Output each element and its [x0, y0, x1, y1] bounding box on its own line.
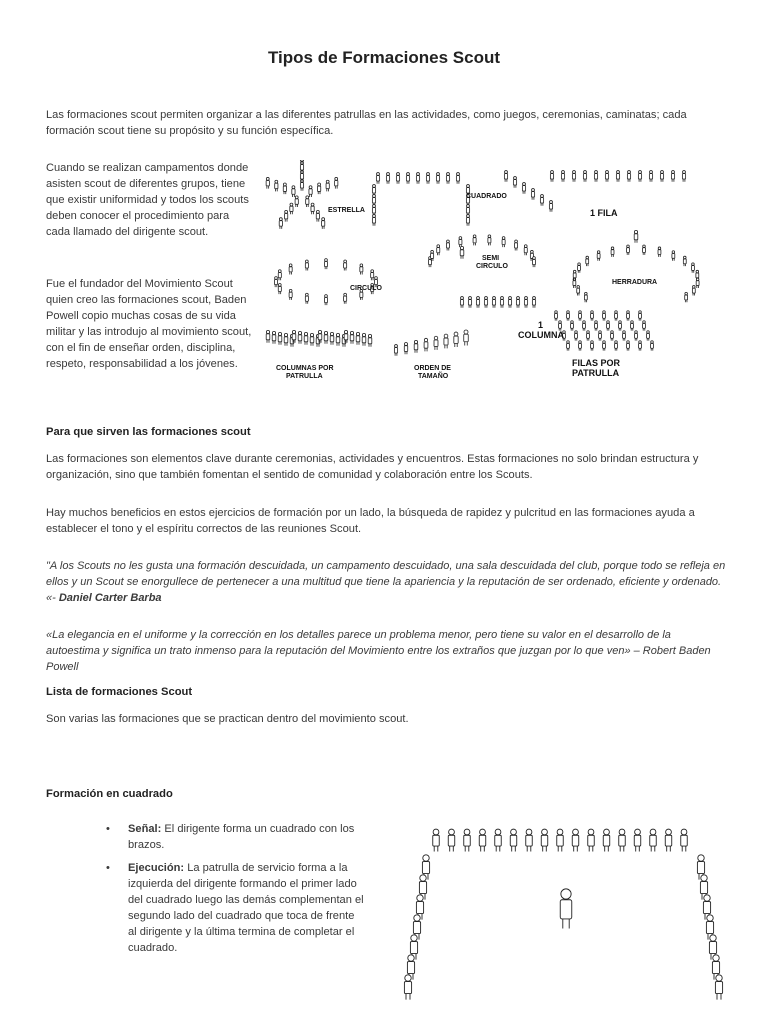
scout-figure: [572, 171, 575, 182]
left-paragraph-1: Cuando se realizan campamentos donde asisten scout de diferentes grupos, tiene que existir uniformidad y todos los scouts deben conocer el procedimiento para cada llamado del dirigente scout.: [46, 162, 249, 238]
label-cuadrado: CUADRADO: [466, 193, 507, 200]
scout-figure: [567, 311, 570, 321]
scout-figure: [504, 171, 507, 182]
scout-figure: [696, 278, 699, 288]
scout-figure: [266, 330, 270, 342]
scout-figure: [557, 829, 563, 851]
scout-figure: [464, 829, 470, 851]
scout-figure: [304, 332, 308, 344]
scout-figure: [513, 177, 516, 188]
section-heading-cuadrado: Formación en cuadrado: [46, 788, 173, 800]
intro-paragraph: Las formaciones scout permiten organizar a las diferentes patrullas en las actividades, como juegos, ceremonias, caminatas; cada formación scout tiene su propósito y su función específica.: [46, 109, 687, 137]
scout-figure: [406, 173, 409, 184]
scout-figure: [372, 215, 375, 226]
scout-figure: [515, 240, 518, 251]
quote-daniel-carter-barba: [46, 558, 726, 606]
scout-figure: [446, 240, 449, 251]
scout-figure: [295, 196, 298, 207]
scout-figure: [579, 341, 582, 351]
scout-figure: [479, 829, 485, 851]
scout-figure: [311, 203, 314, 214]
scout-figure: [368, 334, 372, 346]
scout-figure: [306, 196, 309, 207]
label-columnas-patrulla: PATRULLA: [286, 373, 323, 380]
scout-figure: [298, 331, 302, 343]
scout-figure: [350, 331, 354, 343]
scout-figure: [292, 186, 295, 197]
scout-figure: [634, 230, 638, 242]
scout-figure: [672, 251, 675, 261]
label-semi-circulo: CIRCULO: [476, 263, 508, 270]
scout-figure: [682, 171, 685, 182]
scout-figure: [643, 245, 646, 255]
scout-figure: [266, 177, 269, 188]
scout-figure: [692, 263, 695, 273]
scout-figure: [317, 183, 320, 194]
scout-figure: [575, 331, 578, 341]
scout-figure: [584, 292, 587, 302]
section-heading-lista: Lista de formaciones Scout: [46, 686, 193, 698]
scout-figure: [324, 295, 327, 306]
scout-figure: [371, 270, 374, 281]
scout-figure: [330, 332, 334, 344]
scout-figure: [275, 180, 278, 191]
scout-figure: [615, 341, 618, 351]
scout-figure: [495, 829, 501, 851]
scout-figure: [322, 218, 325, 229]
scout-figure: [510, 829, 516, 851]
scout-figure: [524, 297, 527, 308]
scout-figure: [603, 829, 609, 851]
scout-figure: [692, 286, 695, 296]
scout-figure: [436, 173, 439, 184]
scout-figure: [516, 297, 519, 308]
scout-figure: [643, 321, 646, 331]
scout-figure: [466, 215, 469, 226]
scout-figure: [561, 171, 564, 182]
bullet-dot: •: [106, 823, 110, 835]
scout-figure: [603, 341, 606, 351]
bullet-dot: •: [106, 862, 110, 874]
scout-figure: [571, 321, 574, 331]
scout-figure: [567, 341, 570, 351]
left-paragraph-2: Fue el fundador del Movimiento Scout quien creo las formaciones scout, Baden Powell copio muchas cosas de su vida militar y las introdujo al movimiento scout, con el fin de enseñar orden, disciplina, respeto, responsabilidad a los jóvenes.: [46, 278, 252, 370]
scout-figure: [454, 332, 458, 347]
bullet-ejecucion: [106, 860, 364, 956]
scout-figure: [595, 321, 598, 331]
scout-figure: [488, 235, 491, 246]
scout-figure: [459, 237, 462, 248]
scout-figure: [335, 177, 338, 188]
bullet-ejecucion-text: La patrulla de servicio forma a la izquierda del dirigente formando el primer lado del cuadrado luego las demás complementan el segundo lado del cuadrado que toca de frente al dirigente y la última termina de completar el cuadrado.: [128, 862, 364, 954]
scout-figure: [283, 183, 286, 194]
scout-figure: [344, 293, 347, 304]
scout-figure: [549, 201, 552, 212]
section1-paragraph-1: Las formaciones son elementos clave durante ceremonias, actividades y encuentros. Estas formaciones no solo brindan estructura y organización, sino que también fomentan el sentido de comunidad y colaboración entre los Scouts.: [46, 453, 699, 481]
label-circulo: CIRCULO: [350, 285, 382, 292]
scout-figure: [524, 245, 527, 256]
scout-figure: [681, 829, 687, 851]
scout-figure: [627, 171, 630, 182]
scout-figure: [278, 332, 282, 344]
scout-figure: [460, 297, 463, 308]
scout-figure: [492, 297, 495, 308]
leader-figure: [560, 889, 572, 929]
label-filas-patrulla: PATRULLA: [572, 368, 620, 378]
scout-figure: [649, 171, 652, 182]
scout-figure: [615, 311, 618, 321]
square-formation-illustration: [396, 818, 730, 1018]
scout-figure: [611, 247, 614, 257]
scout-figure: [434, 336, 438, 350]
scout-figure: [272, 331, 276, 343]
scout-figure: [577, 286, 580, 296]
scout-figure: [468, 297, 471, 308]
scout-figure: [685, 292, 688, 302]
scout-figure: [466, 205, 469, 216]
scout-figure: [424, 338, 428, 351]
scout-figure: [651, 341, 654, 351]
scout-figure: [279, 218, 282, 229]
scout-figure: [372, 185, 375, 196]
label-1-fila: 1 FILA: [590, 208, 618, 218]
scout-figure: [502, 237, 505, 248]
scout-figure: [603, 311, 606, 321]
scout-figure: [631, 321, 634, 331]
scout-figure: [396, 173, 399, 184]
scout-figure: [572, 829, 578, 851]
scout-figure: [456, 173, 459, 184]
label-semi: SEMI: [482, 255, 500, 262]
section-heading-para-que: Para que sirven las formaciones scout: [46, 426, 251, 438]
scout-figure: [508, 297, 511, 308]
scout-figure: [316, 210, 319, 221]
scout-figure: [587, 331, 590, 341]
scout-figure: [597, 251, 600, 261]
scout-figure: [324, 259, 327, 270]
scout-figure: [526, 829, 532, 851]
scout-figure: [550, 171, 553, 182]
scout-figure: [290, 203, 293, 214]
scout-figure: [619, 321, 622, 331]
quote-baden-powell: «La elegancia en el uniforme y la corrección en los detalles parece un problema menor, pero tiene su valor en el desarrollo de la autoestima y significa un trato inmenso para la reputación del Movimiento entre los extraños que juzgan por lo que ven» – Robert Baden Powell: [46, 629, 711, 673]
scout-figure: [448, 829, 454, 851]
scout-figure: [305, 293, 308, 304]
scout-figure: [336, 333, 340, 345]
scout-figure: [500, 297, 503, 308]
scout-figure: [578, 263, 581, 273]
bullet-ejecucion-label: Ejecución:: [128, 862, 185, 874]
bullet-senal-label: Señal:: [128, 823, 162, 835]
label-orden-de: ORDEN DE: [414, 365, 451, 372]
cuadrado-bullet-list: [106, 821, 364, 963]
scout-figure: [310, 333, 314, 345]
scout-figure: [404, 975, 411, 1000]
scout-figure: [623, 331, 626, 341]
scout-figure: [309, 186, 312, 197]
scout-figure: [583, 321, 586, 331]
scout-figure: [647, 331, 650, 341]
scout-figure: [658, 247, 661, 257]
section2-paragraph: Son varias las formaciones que se practican dentro del movimiento scout.: [46, 713, 409, 725]
scout-figure: [473, 235, 476, 246]
scout-figure: [416, 173, 419, 184]
scout-figure: [586, 256, 589, 266]
scout-figure: [431, 250, 434, 261]
scout-figure: [607, 321, 610, 331]
scout-figure: [356, 332, 360, 344]
scout-figure: [305, 260, 308, 271]
scout-figure: [326, 180, 329, 191]
scout-figure: [404, 342, 407, 354]
scout-figure: [579, 311, 582, 321]
scout-figure: [635, 331, 638, 341]
scout-figure: [639, 311, 642, 321]
scout-figure: [324, 331, 328, 343]
scout-figure: [285, 210, 288, 221]
scout-figure: [611, 331, 614, 341]
scout-figure: [616, 171, 619, 182]
scout-figure: [433, 829, 439, 851]
scout-figure: [464, 330, 469, 346]
scout-figure: [591, 311, 594, 321]
scout-figure: [583, 171, 586, 182]
scout-figure: [605, 171, 608, 182]
scout-figure: [360, 264, 363, 275]
quote-1-author: Daniel Carter Barba: [58, 592, 162, 604]
scout-figure: [591, 341, 594, 351]
scout-figure: [683, 256, 686, 266]
scout-figure: [289, 289, 292, 300]
label-herradura: HERRADURA: [612, 279, 658, 286]
scout-figure: [344, 260, 347, 271]
page-title: Tipos de Formaciones Scout: [267, 48, 501, 67]
scout-figure: [671, 171, 674, 182]
scout-figure: [555, 311, 558, 321]
scout-figure: [476, 297, 479, 308]
scout-figure: [619, 829, 625, 851]
label-filas-por: FILAS POR: [572, 358, 621, 368]
bullet-senal: [106, 821, 364, 853]
scout-figure: [444, 334, 448, 348]
scout-figure: [540, 195, 543, 206]
scout-figure: [660, 171, 663, 182]
scout-figure: [665, 829, 671, 851]
scout-figure: [426, 173, 429, 184]
scout-figure: [638, 171, 641, 182]
scout-figure: [386, 173, 389, 184]
label-columnas-por: COLUMNAS POR: [276, 365, 334, 372]
scout-figure: [437, 245, 440, 256]
scout-figure: [532, 297, 535, 308]
scout-figure: [278, 270, 281, 281]
bullet-senal-text: El dirigente forma un cuadrado con los brazos.: [128, 823, 355, 851]
scout-figure: [541, 829, 547, 851]
scout-figure: [460, 246, 464, 258]
scout-figure: [715, 975, 722, 1000]
scout-figure: [599, 331, 602, 341]
label-1-columna-number: 1: [538, 320, 544, 330]
scout-figure: [639, 341, 642, 351]
quote-1-text: "A los Scouts no les gusta una formación descuidada, un campamento descuidado, una sala descuidada del club, porque todo se refleja en ellos y un Scout se enorgullece de pertenecer a una multitud que tiene la apariencia y la reputación de ser ordenado, eficiente y ordenado. «-: [46, 560, 726, 604]
scout-figure: [362, 333, 366, 345]
formations-illustration: [256, 160, 712, 384]
scout-figure: [484, 297, 487, 308]
scout-figure: [627, 311, 630, 321]
scout-figure: [588, 829, 594, 851]
label-1-columna: COLUMNA: [518, 330, 564, 340]
label-estrella: ESTRELLA: [328, 207, 365, 214]
scout-figure: [650, 829, 656, 851]
scout-figure: [284, 333, 288, 345]
scout-figure: [627, 341, 630, 351]
scout-figure: [376, 173, 379, 184]
section1-paragraph-2: Hay muchos beneficios en estos ejercicios de formación por un lado, la búsqueda de rapidez y pulcritud en las formaciones ayuda a establecer el tono y el espíritu correctos de las reuniones Scout.: [46, 507, 695, 535]
scout-figure: [594, 171, 597, 182]
scout-figure: [278, 284, 281, 295]
scout-figure: [532, 257, 535, 268]
scout-figure: [634, 829, 640, 851]
scout-figure: [394, 345, 397, 356]
scout-figure: [627, 245, 630, 255]
scout-figure: [289, 264, 292, 275]
scout-figure: [522, 183, 525, 194]
scout-figure: [531, 189, 534, 200]
scout-figure: [446, 173, 449, 184]
label-tamano: TAMAÑO: [418, 373, 449, 380]
scout-figure: [372, 205, 375, 216]
scout-figure: [372, 195, 375, 206]
scout-figure: [274, 277, 277, 288]
scout-figure: [414, 340, 418, 352]
